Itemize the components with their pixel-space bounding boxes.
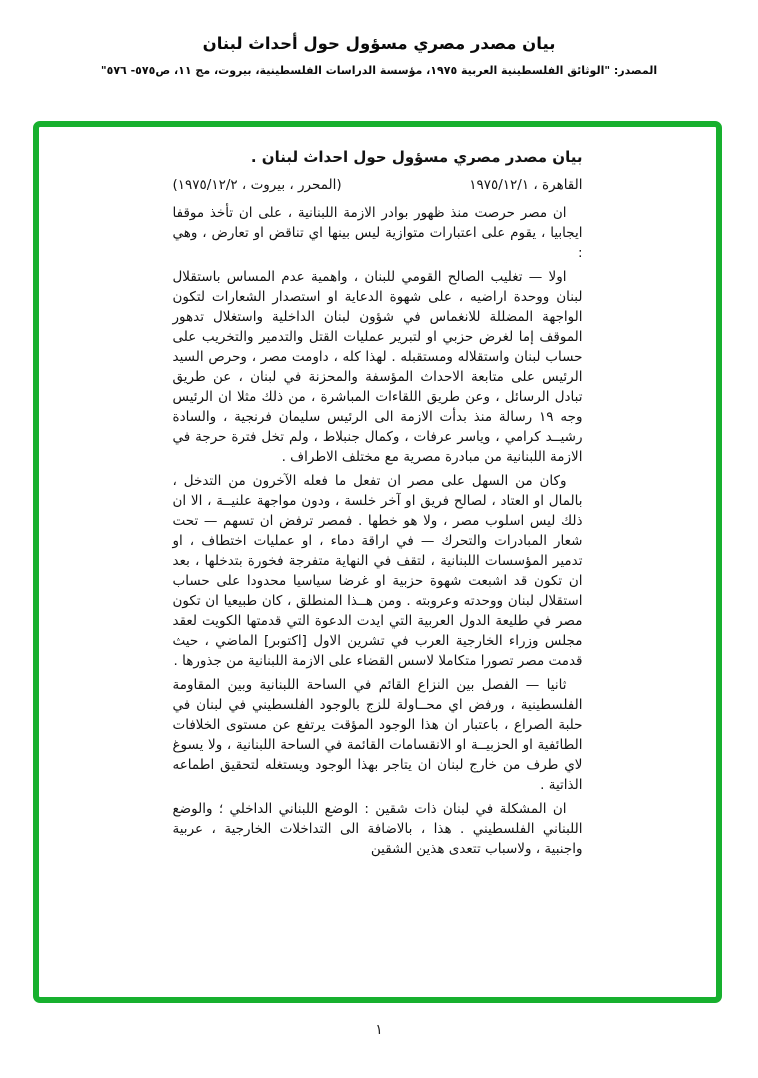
- page-title: بيان مصدر مصري مسؤول حول أحداث لبنان: [202, 34, 556, 53]
- source-citation: المصدر: "الوثائق الفلسطينية العربية ١٩٧٥، مؤسسة الدراسات الفلسطينية، بيروت، مج ١١، ص٥٧٥- ٥٧٦": [100, 64, 658, 77]
- document-frame: [33, 121, 722, 1003]
- paragraph-second-point: ثانيا — الفصل بين النزاع القائم في الساحة اللبنانية وبين المقاومة الفلسطينية ، ورفض اي محــاولة للزج بالوجود الفلسطيني في لبنان في حلبة الصراع ، باعتبار ان هذا الوجود المؤقت يرتفع عن مستوى الخلافات الطائفية او الحزبيــة او الانقسامات القائمة في الساحة اللبنانية ، ولا يسوغ لاي طرف من خارج لبنان ان يتاجر بهذا الوجود ويستغله لتحقيق اطماعه الذاتية .: [172, 677, 583, 793]
- dateline-publication: (المحرر ، بيروت ، ١٩٧٥/١٢/٢): [172, 177, 342, 193]
- dateline: [173, 175, 583, 195]
- dateline-place-date: القاهرة ، ١٩٧٥/١٢/١: [469, 177, 583, 193]
- page-header: [0, 34, 758, 77]
- paragraph-egypt-approach: وكان من السهل على مصر ان تفعل ما فعله الآخرون من التدخل ، بالمال او العتاد ، لصالح فريق او آخر خلسة ، ودون مواجهة علنيــة ، الا ان ذلك ليس اسلوب مصر ، ولا هو خطها . فمصر ترفض ان تسهم — تحت شعار المبادرات والتحرك — في اراقة دماء ، او عمليات اختطاف ، او تدمير المؤسسات اللبنانية ، لتقف في النهاية متفرجة فخورة بتدخلها ، بعد ان تكون قد اشبعت شهوة حزبية او غرضا سياسيا محدودا على حساب استقلال لبنان ووحدته وعروبته . ومن هــذا المنطلق ، كان طبيعيا ان تكون مصر في طليعة الدول العربية التي ايدت الدعوة التي قدمتها الكويت لعقد مجلس وزراء الخارجية العرب في تشرين الاول [اكتوبر] الماضي ، حيث قدمت مصر تصورا متكاملا لاسس القضاء على الازمة اللبنانية من جذورها .: [172, 473, 583, 669]
- page-number: ١: [375, 1022, 383, 1038]
- paragraph-intro: ان مصر حرصت منذ ظهور بوادر الازمة اللبنانية ، على ان تأخذ موقفا ايجابيا ، يقوم على اعتبارات متوازية ليس بينها اي تناقض او تعارض ، وهي :: [172, 205, 583, 261]
- paragraph-problem-two-parts: ان المشكلة في لبنان ذات شقين : الوضع اللبناني الداخلي ؛ والوضع اللبناني الفلسطيني . هذا ، بالاضافة الى التداخلات الخارجية ، عربية واجنبية ، ولاسباب تتعدى هذين الشقين: [172, 801, 583, 857]
- document-content: [173, 127, 583, 859]
- document-title: بيان مصدر مصري مسؤول حول احداث لبنان .: [250, 148, 583, 166]
- paragraph-first-point: اولا — تغليب الصالح القومي للبنان ، واهمية عدم المساس باستقلال لبنان ووحدة اراضيه ، على شهوة الدعاية او استصدار الشعارات لتكون الواجهة المضللة للانغماس في شؤون لبنان الداخلية واستغلال تدهور الموقف إما لغرض حزبي او لتبرير عمليات القتل والتدمير والتخريب على حساب لبنان واستقلاله ومستقبله . لهذا كله ، داومت مصر ، وحرص السيد الرئيس على متابعة الاحداث المؤسفة والمحزنة في لبنان ، عن طريق تبادل الرسائل ، وعن طريق اللقاءات المباشرة ، من ذلك مثلا ان الرئيس وجه ١٩ رسالة منذ بدأت الازمة الى الرئيس سليمان فرنجية ، والسادة رشيــد كرامي ، وياسر عرفات ، وكمال جنبلاط ، ولم تخل فترة حرجة في الازمة اللبنانية من مبادرة مصرية مع مختلف الاطراف .: [172, 269, 583, 465]
